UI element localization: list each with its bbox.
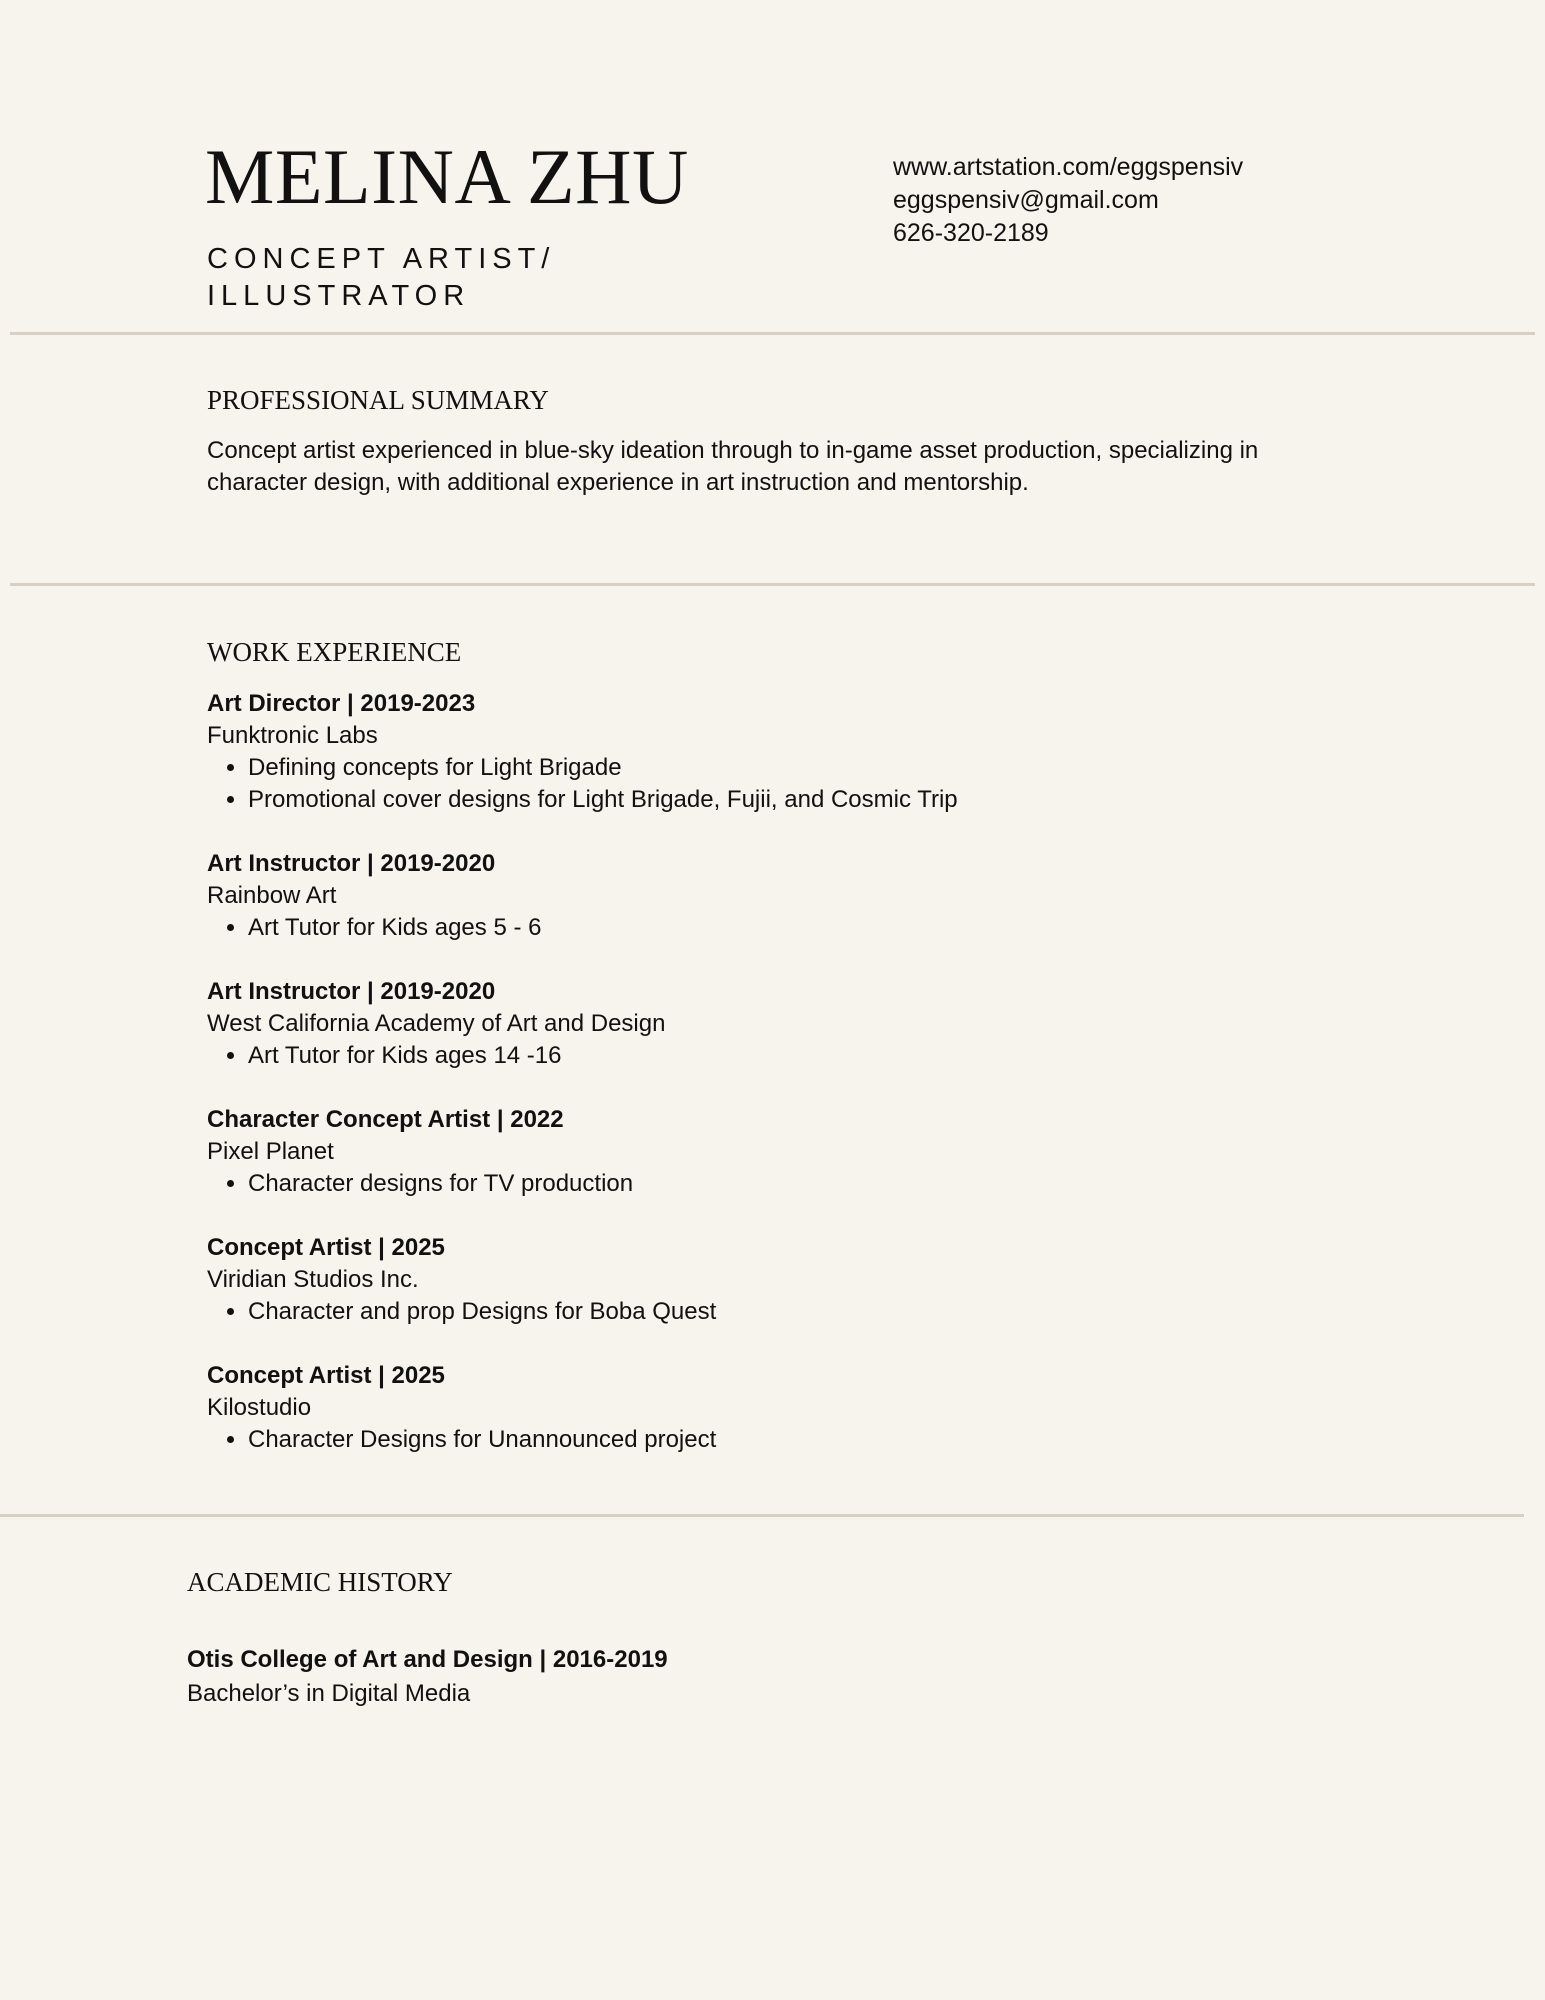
job-duties [207, 1424, 1357, 1456]
job-entry [207, 1360, 1357, 1456]
job-title: Character Concept Artist | 2022 [207, 1106, 564, 1133]
divider-summary [10, 583, 1535, 586]
job-duties [207, 1040, 1357, 1072]
email-link[interactable]: eggspensiv@gmail.com [893, 186, 1159, 214]
job-role [207, 241, 587, 315]
job-title: Art Instructor | 2019-2020 [207, 850, 496, 877]
job-duty: • Character designs for TV production [248, 1168, 1357, 1200]
job-duties [207, 752, 1357, 816]
divider-header [10, 332, 1535, 335]
job-duty: • Defining concepts for Light Brigade [248, 752, 1357, 784]
job-company: Funktronic Labs [207, 722, 378, 749]
job-duty: • Character and prop Designs for Boba Quest [248, 1296, 1357, 1328]
academic-heading: ACADEMIC HISTORY [187, 1567, 453, 1597]
job-title: Art Director | 2019-2023 [207, 690, 476, 717]
job-duty: • Art Tutor for Kids ages 5 - 6 [248, 912, 1357, 944]
applicant-name: MELINA ZHU [205, 133, 689, 220]
job-role-line-2: ILLUSTRATOR [207, 280, 471, 312]
job-role-line-1: CONCEPT ARTIST/ [207, 243, 556, 275]
job-entry [207, 1232, 1357, 1328]
job-duties [207, 1168, 1357, 1200]
work-heading: WORK EXPERIENCE [207, 637, 462, 667]
website-link[interactable]: www.artstation.com/eggspensiv [893, 153, 1244, 181]
school-name: Otis College of Art and Design | 2016-2019 [187, 1646, 668, 1673]
job-duty: • Promotional cover designs for Light Brigade, Fujii, and Cosmic Trip [248, 784, 1357, 816]
job-title: Art Instructor | 2019-2020 [207, 978, 496, 1005]
degree: Bachelor’s in Digital Media [187, 1680, 471, 1707]
education-entry [187, 1643, 668, 1711]
job-company: Pixel Planet [207, 1138, 334, 1165]
job-company: Kilostudio [207, 1394, 312, 1421]
summary-text: Concept artist experienced in blue-sky ideation through to in-game asset production, specializing in character design, with additional experience in art instruction and mentorship. [207, 437, 1259, 496]
job-title: Concept Artist | 2025 [207, 1362, 445, 1389]
job-duties [207, 1296, 1357, 1328]
job-duties [207, 912, 1357, 944]
job-entry [207, 688, 1357, 816]
job-duty: • Character Designs for Unannounced project [248, 1424, 1357, 1456]
job-entry [207, 848, 1357, 944]
summary-heading: PROFESSIONAL SUMMARY [207, 385, 549, 415]
job-duty: • Art Tutor for Kids ages 14 -16 [248, 1040, 1357, 1072]
job-company: West California Academy of Art and Design [207, 1010, 666, 1037]
contact-info [893, 151, 1243, 250]
phone-number: 626-320-2189 [893, 219, 1049, 247]
work-list [207, 688, 1357, 1488]
divider-work [0, 1514, 1524, 1517]
job-company: Viridian Studios Inc. [207, 1266, 419, 1293]
job-entry [207, 1104, 1357, 1200]
job-title: Concept Artist | 2025 [207, 1234, 445, 1261]
job-entry [207, 976, 1357, 1072]
job-company: Rainbow Art [207, 882, 337, 909]
